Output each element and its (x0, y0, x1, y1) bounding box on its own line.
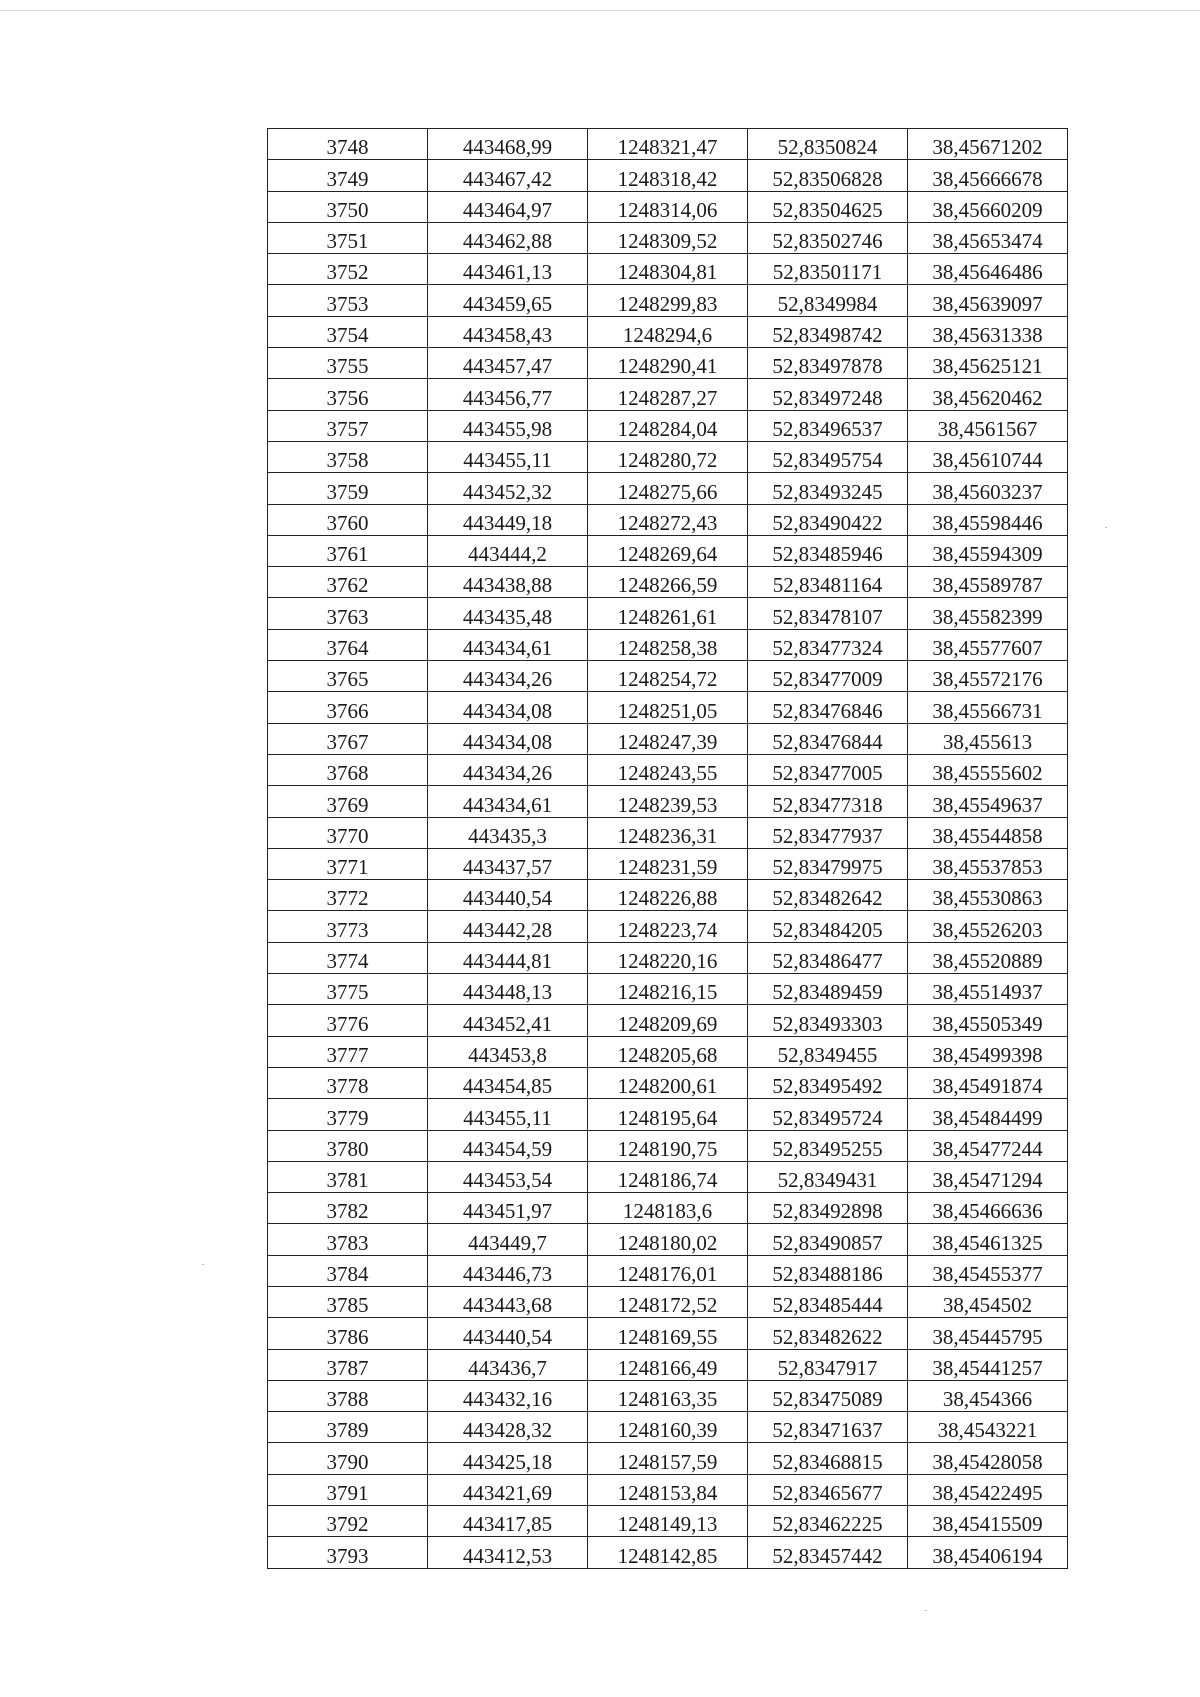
longitude-cell: 38,45505349 (908, 1005, 1068, 1036)
x-coordinate-cell: 443421,69 (428, 1474, 588, 1505)
y-coordinate-cell: 1248216,15 (588, 974, 748, 1005)
point-number-cell: 3789 (268, 1412, 428, 1443)
longitude-cell: 38,45415509 (908, 1506, 1068, 1537)
scan-speck (1105, 527, 1107, 528)
point-number-cell: 3756 (268, 379, 428, 410)
latitude-cell: 52,83465677 (748, 1474, 908, 1505)
latitude-cell: 52,83504625 (748, 191, 908, 222)
table-row (268, 723, 1068, 754)
longitude-cell: 38,4543221 (908, 1412, 1068, 1443)
longitude-cell: 38,45499398 (908, 1036, 1068, 1067)
x-coordinate-cell: 443461,13 (428, 254, 588, 285)
point-number-cell: 3766 (268, 692, 428, 723)
longitude-cell: 38,45471294 (908, 1161, 1068, 1192)
table-row (268, 348, 1068, 379)
y-coordinate-cell: 1248183,6 (588, 1193, 748, 1224)
table-row (268, 1161, 1068, 1192)
latitude-cell: 52,83501171 (748, 254, 908, 285)
y-coordinate-cell: 1248309,52 (588, 222, 748, 253)
table-row (268, 504, 1068, 535)
table-row (268, 661, 1068, 692)
point-number-cell: 3776 (268, 1005, 428, 1036)
longitude-cell: 38,454502 (908, 1286, 1068, 1317)
point-number-cell: 3790 (268, 1443, 428, 1474)
y-coordinate-cell: 1248236,31 (588, 817, 748, 848)
y-coordinate-cell: 1248258,38 (588, 629, 748, 660)
latitude-cell: 52,83482622 (748, 1318, 908, 1349)
y-coordinate-cell: 1248290,41 (588, 348, 748, 379)
x-coordinate-cell: 443432,16 (428, 1380, 588, 1411)
table-row (268, 1099, 1068, 1130)
y-coordinate-cell: 1248318,42 (588, 160, 748, 191)
x-coordinate-cell: 443462,88 (428, 222, 588, 253)
latitude-cell: 52,83457442 (748, 1537, 908, 1568)
table-row (268, 160, 1068, 191)
y-coordinate-cell: 1248195,64 (588, 1099, 748, 1130)
longitude-cell: 38,45466636 (908, 1193, 1068, 1224)
point-number-cell: 3762 (268, 567, 428, 598)
y-coordinate-cell: 1248247,39 (588, 723, 748, 754)
y-coordinate-cell: 1248272,43 (588, 504, 748, 535)
y-coordinate-cell: 1248142,85 (588, 1537, 748, 1568)
table-row (268, 1349, 1068, 1380)
latitude-cell: 52,83495492 (748, 1067, 908, 1098)
table-row (268, 1537, 1068, 1568)
longitude-cell: 38,45582399 (908, 598, 1068, 629)
table-row (268, 911, 1068, 942)
longitude-cell: 38,45455377 (908, 1255, 1068, 1286)
y-coordinate-cell: 1248287,27 (588, 379, 748, 410)
latitude-cell: 52,83477009 (748, 661, 908, 692)
x-coordinate-cell: 443440,54 (428, 880, 588, 911)
table-row (268, 473, 1068, 504)
y-coordinate-cell: 1248163,35 (588, 1380, 748, 1411)
table-row (268, 1412, 1068, 1443)
point-number-cell: 3779 (268, 1099, 428, 1130)
table-row (268, 316, 1068, 347)
latitude-cell: 52,83489459 (748, 974, 908, 1005)
longitude-cell: 38,45555602 (908, 754, 1068, 785)
longitude-cell: 38,4561567 (908, 410, 1068, 441)
x-coordinate-cell: 443454,85 (428, 1067, 588, 1098)
point-number-cell: 3791 (268, 1474, 428, 1505)
table-row (268, 629, 1068, 660)
point-number-cell: 3752 (268, 254, 428, 285)
longitude-cell: 38,45589787 (908, 567, 1068, 598)
longitude-cell: 38,45572176 (908, 661, 1068, 692)
y-coordinate-cell: 1248261,61 (588, 598, 748, 629)
longitude-cell: 38,45484499 (908, 1099, 1068, 1130)
latitude-cell: 52,83493303 (748, 1005, 908, 1036)
longitude-cell: 38,45620462 (908, 379, 1068, 410)
y-coordinate-cell: 1248299,83 (588, 285, 748, 316)
longitude-cell: 38,45610744 (908, 441, 1068, 472)
table-row (268, 1443, 1068, 1474)
y-coordinate-cell: 1248186,74 (588, 1161, 748, 1192)
longitude-cell: 38,45671202 (908, 129, 1068, 160)
longitude-cell: 38,45445795 (908, 1318, 1068, 1349)
scan-speck (925, 1610, 927, 1611)
table-row (268, 1067, 1068, 1098)
latitude-cell: 52,83495724 (748, 1099, 908, 1130)
latitude-cell: 52,8347917 (748, 1349, 908, 1380)
y-coordinate-cell: 1248284,04 (588, 410, 748, 441)
latitude-cell: 52,83475089 (748, 1380, 908, 1411)
latitude-cell: 52,83492898 (748, 1193, 908, 1224)
x-coordinate-cell: 443448,13 (428, 974, 588, 1005)
y-coordinate-cell: 1248149,13 (588, 1506, 748, 1537)
point-number-cell: 3773 (268, 911, 428, 942)
point-number-cell: 3763 (268, 598, 428, 629)
y-coordinate-cell: 1248321,47 (588, 129, 748, 160)
latitude-cell: 52,83478107 (748, 598, 908, 629)
latitude-cell: 52,8349455 (748, 1036, 908, 1067)
longitude-cell: 38,45603237 (908, 473, 1068, 504)
longitude-cell: 38,45666678 (908, 160, 1068, 191)
point-number-cell: 3781 (268, 1161, 428, 1192)
latitude-cell: 52,83493245 (748, 473, 908, 504)
latitude-cell: 52,83479975 (748, 848, 908, 879)
table-row (268, 129, 1068, 160)
table-row (268, 254, 1068, 285)
y-coordinate-cell: 1248176,01 (588, 1255, 748, 1286)
x-coordinate-cell: 443455,11 (428, 441, 588, 472)
y-coordinate-cell: 1248160,39 (588, 1412, 748, 1443)
point-number-cell: 3783 (268, 1224, 428, 1255)
point-number-cell: 3750 (268, 191, 428, 222)
y-coordinate-cell: 1248275,66 (588, 473, 748, 504)
latitude-cell: 52,83498742 (748, 316, 908, 347)
coordinates-table-container (267, 128, 1067, 1569)
x-coordinate-cell: 443434,26 (428, 754, 588, 785)
y-coordinate-cell: 1248231,59 (588, 848, 748, 879)
y-coordinate-cell: 1248209,69 (588, 1005, 748, 1036)
y-coordinate-cell: 1248172,52 (588, 1286, 748, 1317)
x-coordinate-cell: 443444,2 (428, 535, 588, 566)
latitude-cell: 52,83484205 (748, 911, 908, 942)
longitude-cell: 38,45526203 (908, 911, 1068, 942)
latitude-cell: 52,8350824 (748, 129, 908, 160)
x-coordinate-cell: 443457,47 (428, 348, 588, 379)
latitude-cell: 52,83506828 (748, 160, 908, 191)
x-coordinate-cell: 443449,18 (428, 504, 588, 535)
latitude-cell: 52,83496537 (748, 410, 908, 441)
y-coordinate-cell: 1248220,16 (588, 942, 748, 973)
longitude-cell: 38,454366 (908, 1380, 1068, 1411)
point-number-cell: 3765 (268, 661, 428, 692)
table-row (268, 1224, 1068, 1255)
latitude-cell: 52,83471637 (748, 1412, 908, 1443)
y-coordinate-cell: 1248169,55 (588, 1318, 748, 1349)
longitude-cell: 38,45461325 (908, 1224, 1068, 1255)
x-coordinate-cell: 443442,28 (428, 911, 588, 942)
longitude-cell: 38,45491874 (908, 1067, 1068, 1098)
y-coordinate-cell: 1248226,88 (588, 880, 748, 911)
latitude-cell: 52,8349431 (748, 1161, 908, 1192)
x-coordinate-cell: 443440,54 (428, 1318, 588, 1349)
point-number-cell: 3792 (268, 1506, 428, 1537)
y-coordinate-cell: 1248269,64 (588, 535, 748, 566)
table-row (268, 567, 1068, 598)
x-coordinate-cell: 443412,53 (428, 1537, 588, 1568)
longitude-cell: 38,45477244 (908, 1130, 1068, 1161)
point-number-cell: 3786 (268, 1318, 428, 1349)
x-coordinate-cell: 443443,68 (428, 1286, 588, 1317)
x-coordinate-cell: 443438,88 (428, 567, 588, 598)
point-number-cell: 3749 (268, 160, 428, 191)
point-number-cell: 3771 (268, 848, 428, 879)
latitude-cell: 52,83488186 (748, 1255, 908, 1286)
table-row (268, 692, 1068, 723)
y-coordinate-cell: 1248294,6 (588, 316, 748, 347)
x-coordinate-cell: 443456,77 (428, 379, 588, 410)
longitude-cell: 38,45566731 (908, 692, 1068, 723)
x-coordinate-cell: 443459,65 (428, 285, 588, 316)
latitude-cell: 52,83481164 (748, 567, 908, 598)
x-coordinate-cell: 443435,48 (428, 598, 588, 629)
x-coordinate-cell: 443436,7 (428, 1349, 588, 1380)
x-coordinate-cell: 443434,61 (428, 629, 588, 660)
y-coordinate-cell: 1248254,72 (588, 661, 748, 692)
point-number-cell: 3767 (268, 723, 428, 754)
table-row (268, 1130, 1068, 1161)
latitude-cell: 52,83485444 (748, 1286, 908, 1317)
longitude-cell: 38,45653474 (908, 222, 1068, 253)
latitude-cell: 52,83497878 (748, 348, 908, 379)
table-row (268, 598, 1068, 629)
point-number-cell: 3780 (268, 1130, 428, 1161)
table-row (268, 754, 1068, 785)
table-row (268, 1005, 1068, 1036)
y-coordinate-cell: 1248205,68 (588, 1036, 748, 1067)
point-number-cell: 3793 (268, 1537, 428, 1568)
x-coordinate-cell: 443454,59 (428, 1130, 588, 1161)
latitude-cell: 52,83482642 (748, 880, 908, 911)
x-coordinate-cell: 443444,81 (428, 942, 588, 973)
longitude-cell: 38,45577607 (908, 629, 1068, 660)
y-coordinate-cell: 1248180,02 (588, 1224, 748, 1255)
point-number-cell: 3770 (268, 817, 428, 848)
x-coordinate-cell: 443455,98 (428, 410, 588, 441)
latitude-cell: 52,83462225 (748, 1506, 908, 1537)
table-row (268, 1286, 1068, 1317)
point-number-cell: 3778 (268, 1067, 428, 1098)
point-number-cell: 3769 (268, 786, 428, 817)
table-row (268, 441, 1068, 472)
point-number-cell: 3788 (268, 1380, 428, 1411)
x-coordinate-cell: 443428,32 (428, 1412, 588, 1443)
longitude-cell: 38,45428058 (908, 1443, 1068, 1474)
longitude-cell: 38,45598446 (908, 504, 1068, 535)
longitude-cell: 38,45631338 (908, 316, 1068, 347)
point-number-cell: 3760 (268, 504, 428, 535)
table-row (268, 1474, 1068, 1505)
x-coordinate-cell: 443455,11 (428, 1099, 588, 1130)
y-coordinate-cell: 1248251,05 (588, 692, 748, 723)
table-row (268, 535, 1068, 566)
longitude-cell: 38,45520889 (908, 942, 1068, 973)
latitude-cell: 52,83477005 (748, 754, 908, 785)
longitude-cell: 38,45441257 (908, 1349, 1068, 1380)
table-row (268, 817, 1068, 848)
table-row (268, 379, 1068, 410)
latitude-cell: 52,83497248 (748, 379, 908, 410)
y-coordinate-cell: 1248166,49 (588, 1349, 748, 1380)
y-coordinate-cell: 1248200,61 (588, 1067, 748, 1098)
longitude-cell: 38,45544858 (908, 817, 1068, 848)
point-number-cell: 3761 (268, 535, 428, 566)
table-row (268, 974, 1068, 1005)
x-coordinate-cell: 443417,85 (428, 1506, 588, 1537)
longitude-cell: 38,45660209 (908, 191, 1068, 222)
x-coordinate-cell: 443452,41 (428, 1005, 588, 1036)
latitude-cell: 52,83485946 (748, 535, 908, 566)
latitude-cell: 52,83476844 (748, 723, 908, 754)
x-coordinate-cell: 443453,8 (428, 1036, 588, 1067)
table-row (268, 1380, 1068, 1411)
table-row (268, 880, 1068, 911)
y-coordinate-cell: 1248266,59 (588, 567, 748, 598)
table-row (268, 191, 1068, 222)
longitude-cell: 38,45625121 (908, 348, 1068, 379)
table-row (268, 942, 1068, 973)
y-coordinate-cell: 1248157,59 (588, 1443, 748, 1474)
y-coordinate-cell: 1248190,75 (588, 1130, 748, 1161)
point-number-cell: 3748 (268, 129, 428, 160)
coordinates-table-body (268, 129, 1068, 1569)
table-row (268, 848, 1068, 879)
x-coordinate-cell: 443453,54 (428, 1161, 588, 1192)
latitude-cell: 52,83490422 (748, 504, 908, 535)
table-row (268, 1193, 1068, 1224)
longitude-cell: 38,45514937 (908, 974, 1068, 1005)
latitude-cell: 52,8349984 (748, 285, 908, 316)
point-number-cell: 3774 (268, 942, 428, 973)
x-coordinate-cell: 443467,42 (428, 160, 588, 191)
point-number-cell: 3768 (268, 754, 428, 785)
x-coordinate-cell: 443452,32 (428, 473, 588, 504)
coordinates-table (267, 128, 1068, 1569)
table-row (268, 1318, 1068, 1349)
y-coordinate-cell: 1248223,74 (588, 911, 748, 942)
x-coordinate-cell: 443434,08 (428, 692, 588, 723)
point-number-cell: 3753 (268, 285, 428, 316)
y-coordinate-cell: 1248280,72 (588, 441, 748, 472)
table-row (268, 410, 1068, 441)
point-number-cell: 3782 (268, 1193, 428, 1224)
x-coordinate-cell: 443451,97 (428, 1193, 588, 1224)
x-coordinate-cell: 443464,97 (428, 191, 588, 222)
latitude-cell: 52,83495255 (748, 1130, 908, 1161)
x-coordinate-cell: 443458,43 (428, 316, 588, 347)
longitude-cell: 38,45530863 (908, 880, 1068, 911)
longitude-cell: 38,45406194 (908, 1537, 1068, 1568)
longitude-cell: 38,45422495 (908, 1474, 1068, 1505)
table-row (268, 1036, 1068, 1067)
longitude-cell: 38,45594309 (908, 535, 1068, 566)
table-row (268, 1255, 1068, 1286)
latitude-cell: 52,83490857 (748, 1224, 908, 1255)
latitude-cell: 52,83476846 (748, 692, 908, 723)
x-coordinate-cell: 443437,57 (428, 848, 588, 879)
point-number-cell: 3775 (268, 974, 428, 1005)
table-row (268, 285, 1068, 316)
x-coordinate-cell: 443468,99 (428, 129, 588, 160)
x-coordinate-cell: 443435,3 (428, 817, 588, 848)
point-number-cell: 3757 (268, 410, 428, 441)
longitude-cell: 38,45537853 (908, 848, 1068, 879)
latitude-cell: 52,83468815 (748, 1443, 908, 1474)
y-coordinate-cell: 1248314,06 (588, 191, 748, 222)
latitude-cell: 52,83477318 (748, 786, 908, 817)
x-coordinate-cell: 443434,08 (428, 723, 588, 754)
point-number-cell: 3754 (268, 316, 428, 347)
latitude-cell: 52,83486477 (748, 942, 908, 973)
point-number-cell: 3784 (268, 1255, 428, 1286)
longitude-cell: 38,45646486 (908, 254, 1068, 285)
x-coordinate-cell: 443446,73 (428, 1255, 588, 1286)
scan-speck (202, 1264, 204, 1265)
y-coordinate-cell: 1248243,55 (588, 754, 748, 785)
y-coordinate-cell: 1248153,84 (588, 1474, 748, 1505)
latitude-cell: 52,83477324 (748, 629, 908, 660)
point-number-cell: 3772 (268, 880, 428, 911)
point-number-cell: 3758 (268, 441, 428, 472)
latitude-cell: 52,83502746 (748, 222, 908, 253)
table-row (268, 786, 1068, 817)
x-coordinate-cell: 443434,26 (428, 661, 588, 692)
y-coordinate-cell: 1248239,53 (588, 786, 748, 817)
longitude-cell: 38,455613 (908, 723, 1068, 754)
table-row (268, 222, 1068, 253)
point-number-cell: 3751 (268, 222, 428, 253)
latitude-cell: 52,83495754 (748, 441, 908, 472)
point-number-cell: 3777 (268, 1036, 428, 1067)
y-coordinate-cell: 1248304,81 (588, 254, 748, 285)
point-number-cell: 3785 (268, 1286, 428, 1317)
point-number-cell: 3759 (268, 473, 428, 504)
point-number-cell: 3787 (268, 1349, 428, 1380)
x-coordinate-cell: 443449,7 (428, 1224, 588, 1255)
latitude-cell: 52,83477937 (748, 817, 908, 848)
scan-edge-line (0, 10, 1200, 11)
x-coordinate-cell: 443425,18 (428, 1443, 588, 1474)
longitude-cell: 38,45639097 (908, 285, 1068, 316)
point-number-cell: 3755 (268, 348, 428, 379)
x-coordinate-cell: 443434,61 (428, 786, 588, 817)
point-number-cell: 3764 (268, 629, 428, 660)
table-row (268, 1506, 1068, 1537)
longitude-cell: 38,45549637 (908, 786, 1068, 817)
